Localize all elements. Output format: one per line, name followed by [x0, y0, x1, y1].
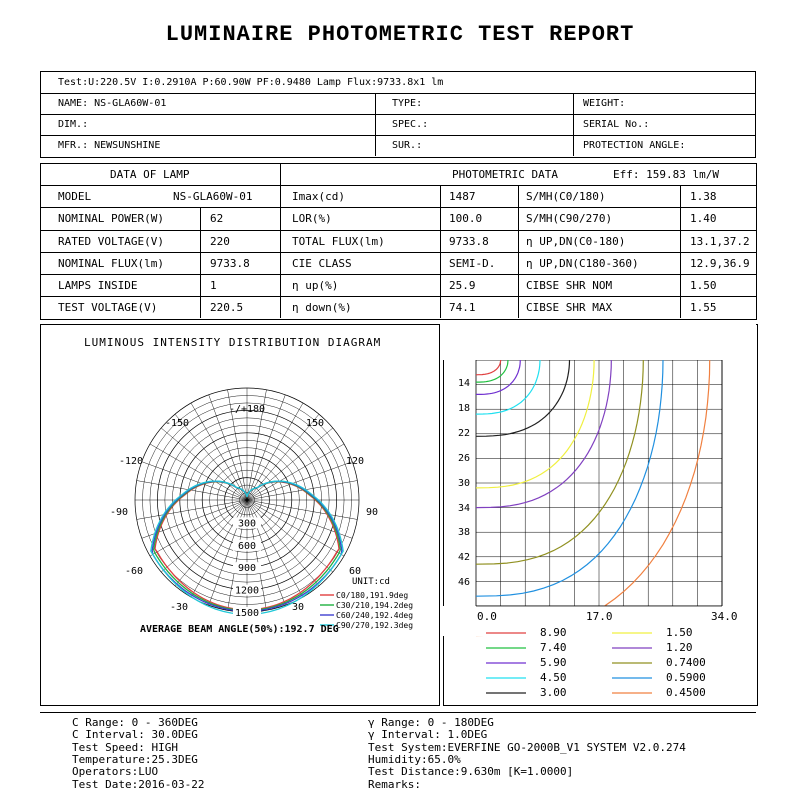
test-line: Test:U:220.5V I:0.2910A P:60.90W PF:0.9480 Lamp Flux:9733.8x1 lm — [58, 77, 444, 88]
lamp-value: 220 — [210, 235, 230, 248]
type-field: TYPE: — [392, 98, 423, 109]
photo-label2: CIBSE SHR MAX — [526, 301, 613, 314]
isolux-y-tick: 46 — [458, 577, 471, 588]
protection-field: PROTECTION ANGLE: — [583, 140, 686, 151]
photo-value: 9733.8 — [449, 235, 489, 248]
isolux-legend-label: 0.5900 — [666, 671, 706, 684]
footer-left-line: Temperature:25.3DEG — [72, 753, 198, 766]
isolux-legend-label: 7.40 — [540, 641, 567, 654]
isolux-curve — [476, 355, 710, 636]
isolux-y-tick: 42 — [458, 552, 471, 563]
polar-legend-label: C0/180,191.9deg — [336, 591, 409, 600]
photo-label2: CIBSE SHR NOM — [526, 279, 613, 292]
lamp-label: MODEL — [58, 190, 92, 203]
lamp-value: 9733.8 — [210, 257, 250, 270]
isolux-y-tick: 18 — [458, 403, 471, 414]
isolux-y-tick: 30 — [458, 478, 471, 489]
footer-left-line: C Interval: 30.0DEG — [72, 728, 198, 741]
photo-value: 1487 — [449, 190, 476, 203]
polar-legend-label: C30/210,194.2deg — [336, 601, 414, 610]
lamp-header: DATA OF LAMP — [110, 168, 190, 181]
photo-value: 74.1 — [449, 301, 476, 314]
polar-angle-label: 30 — [291, 602, 305, 613]
lamp-label: TEST VOLTAGE(V) — [58, 301, 158, 314]
isolux-legend-label: 1.20 — [666, 641, 693, 654]
photo-label: η down(%) — [292, 301, 352, 314]
footer-right-line: γ Range: 0 - 180DEG — [368, 716, 494, 729]
isolux-x-tick: 34.0 — [711, 610, 738, 623]
polar-angle-label: -120 — [118, 456, 144, 467]
photo-value2: 12.9,36.9 — [690, 257, 750, 270]
beam-angle: AVERAGE BEAM ANGLE(50%):192.7 DEG — [140, 624, 339, 635]
footer-left-line: Test Date:2016-03-22 — [72, 778, 205, 791]
dim-field: DIM.: — [58, 119, 89, 130]
photo-label: TOTAL FLUX(lm) — [292, 235, 385, 248]
isolux-y-tick: 22 — [458, 428, 471, 439]
lamp-value: NS-GLA60W-01 — [173, 190, 253, 203]
isolux-legend-label: 5.90 — [540, 656, 567, 669]
polar-radial-label: 900 — [237, 563, 257, 575]
photo-label: CIE CLASS — [292, 257, 352, 270]
isolux-x-tick: 0.0 — [477, 610, 497, 623]
lamp-label: NOMINAL POWER(W) — [58, 212, 164, 225]
isolux-legend-label: 0.4500 — [666, 686, 706, 699]
photo-value2: 13.1,37.2 — [690, 235, 750, 248]
footer-right-line: Remarks: — [368, 778, 421, 791]
photo-label2: S/MH(C0/180) — [526, 190, 606, 203]
isolux-curve — [476, 355, 611, 508]
polar-angle-label: 120 — [345, 456, 365, 467]
serial-field: SERIAL No.: — [583, 119, 650, 130]
photo-value2: 1.40 — [690, 212, 717, 225]
photo-value: 100.0 — [449, 212, 483, 225]
report-title: LUMINAIRE PHOTOMETRIC TEST REPORT — [165, 22, 635, 47]
sur-field: SUR.: — [392, 140, 423, 151]
footer-left-line: Test Speed: HIGH — [72, 741, 178, 754]
photo-value2: 1.55 — [690, 301, 717, 314]
photo-value: 25.9 — [449, 279, 476, 292]
photometric-header: PHOTOMETRIC DATA — [452, 168, 558, 181]
polar-unit: UNIT:cd — [352, 577, 390, 587]
polar-legend-label: C90/270,192.3deg — [336, 621, 414, 630]
isolux-y-tick: 14 — [458, 378, 471, 389]
lamp-label: LAMPS INSIDE — [58, 279, 138, 292]
footer-right-line: Test System:EVERFINE GO-2000B_V1 SYSTEM V2.0.274 — [368, 741, 686, 754]
photo-label: Imax(cd) — [292, 190, 345, 203]
isolux-y-tick: 34 — [458, 503, 471, 514]
polar-radial-label: 1500 — [234, 608, 260, 619]
footer-right-line: Test Distance:9.630m [K=1.0000] — [368, 765, 574, 778]
photo-value2: 1.38 — [690, 190, 717, 203]
photo-label: η up(%) — [292, 279, 339, 292]
isolux-legend-label: 8.90 — [540, 626, 567, 639]
isolux-chart — [443, 324, 756, 704]
footer-left-line: Operators:LUO — [72, 765, 159, 778]
isolux-legend-label: 4.50 — [540, 671, 567, 684]
polar-angle-label: -/+180 — [228, 404, 266, 415]
polar-angle-label: -60 — [124, 566, 144, 577]
efficacy: Eff: 159.83 lm/W — [613, 168, 719, 181]
polar-radial-label: 1200 — [234, 585, 260, 597]
polar-angle-label: 60 — [348, 566, 362, 577]
isolux-y-tick: 38 — [458, 527, 471, 538]
footer-left-line: C Range: 0 - 360DEG — [72, 716, 198, 729]
polar-legend-label: C60/240,192.4deg — [336, 611, 414, 620]
lamp-value: 62 — [210, 212, 224, 225]
polar-angle-label: -150 — [164, 418, 190, 429]
footer-right-line: γ Interval: 1.0DEG — [368, 728, 488, 741]
polar-radial-label: 600 — [237, 540, 257, 552]
spec-field: SPEC.: — [392, 119, 429, 130]
photo-label2: η UP,DN(C180-360) — [526, 257, 639, 270]
isolux-curve — [476, 355, 663, 596]
polar-angle-label: -30 — [169, 602, 189, 613]
polar-title: LUMINOUS INTENSITY DISTRIBUTION DIAGRAM — [84, 336, 382, 349]
polar-angle-label: -90 — [109, 507, 129, 518]
weight-field: WEIGHT: — [583, 98, 626, 109]
isolux-x-tick: 17.0 — [586, 610, 613, 623]
isolux-legend-label: 1.50 — [666, 626, 693, 639]
polar-chart — [40, 324, 438, 704]
lamp-label: NOMINAL FLUX(lm) — [58, 257, 164, 270]
photo-label2: S/MH(C90/270) — [526, 212, 613, 225]
lamp-label: RATED VOLTAGE(V) — [58, 235, 164, 248]
lamp-value: 1 — [210, 279, 217, 292]
isolux-legend-label: 0.7400 — [666, 656, 706, 669]
polar-angle-label: 150 — [305, 418, 325, 429]
polar-angle-label: 90 — [365, 507, 379, 518]
polar-radial-label: 300 — [237, 518, 257, 530]
mfr-field: MFR.: NEWSUNSHINE — [58, 140, 161, 151]
photo-value: SEMI-D. — [449, 257, 496, 270]
isolux-legend-label: 3.00 — [540, 686, 567, 699]
photo-label: LOR(%) — [292, 212, 332, 225]
photo-label2: η UP,DN(C0-180) — [526, 235, 626, 248]
lamp-value: 220.5 — [210, 301, 244, 314]
footer-right-line: Humidity:65.0% — [368, 753, 461, 766]
isolux-curve — [476, 355, 570, 436]
photo-value2: 1.50 — [690, 279, 717, 292]
isolux-curve — [476, 355, 594, 488]
isolux-y-tick: 26 — [458, 453, 471, 464]
name-field: NAME: NS-GLA60W-01 — [58, 98, 167, 109]
